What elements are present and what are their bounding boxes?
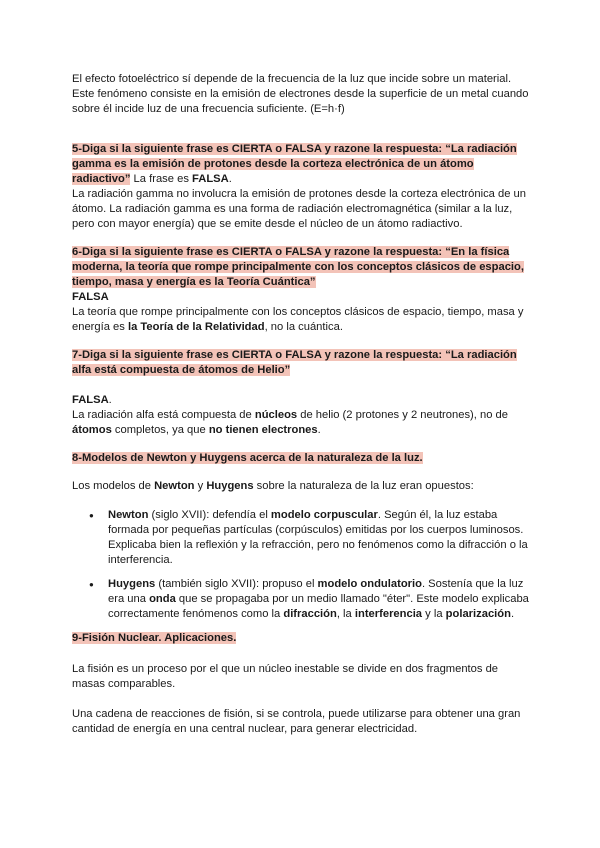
question-5-heading: 5-Diga si la siguiente frase es CIERTA o FALSA y razone la respuesta: “La radiación gamma es la emisión de protones desde la corteza electrónica de un átomo radiactivo” [72,143,517,185]
question-5-explanation: La radiación gamma no involucra la emisión de protones desde la corteza electrónica de un átomo. La radiación gamma es una forma de radiación electromagnética (similar a la luz, pero con mayor energía) que se emite desde el núcleo de un átomo radiactivo. [72,188,526,230]
question-8-heading: 8-Modelos de Newton y Huygens acerca de la naturaleza de la luz. [72,452,423,464]
question-8 [72,451,532,466]
question-9-paragraph-2: Una cadena de reacciones de fisión, si se controla, puede utilizarse para obtener una gran cantidad de energía en una central nuclear, para generar electricidad. [72,708,521,735]
question-6 [72,245,532,335]
question-7-body: FALSA. La radiación alfa está compuesta de núcleos de helio (2 protones y 2 neutrones), no de átomos completos, ya que no tienen electrones. [72,393,532,438]
question-9-body-2 [72,707,532,737]
question-5-answer: FALSA [192,173,229,185]
question-7-heading: 7-Diga si la siguiente frase es CIERTA o FALSA y razone la respuesta: “La radiación alfa está compuesta de átomos de Helio” [72,349,517,376]
question-5 [72,142,532,232]
huygens-item [72,577,532,622]
question-9-paragraph-1: La fisión es un proceso por el que un núcleo inestable se divide en dos fragmentos de masas comparables. [72,663,499,690]
list-item: ● Newton (siglo XVII): defendía el modelo corpuscular. Según él, la luz estaba formada por pequeñas partículas (corpúsculos) emitidas por los cuerpos luminosos. Explicaba bien la reflexión y la refracción, pero no fenómenos como la difracción o la interferencia. [72,508,532,568]
question-6-answer: FALSA [72,291,109,303]
newton-item [72,508,532,568]
question-9 [72,631,532,646]
question-8-intro: Los modelos de Newton y Huygens sobre la naturaleza de la luz eran opuestos: [72,480,474,492]
intro-line-2: Este fenómeno consiste en la emisión de electrones desde la superficie de un metal cuando sobre él incide luz de una frecuencia suficiente. (E=h·f) [72,88,529,115]
question-7 [72,348,532,378]
intro-section [72,72,532,117]
question-9-body [72,662,532,692]
question-5-text: 5-Diga si la siguiente frase es CIERTA o FALSA y razone la respuesta: “La radiación gamma es la emisión de protones desde la corteza electrónica de un átomo radiactivo” La frase es FALSA. [72,143,517,185]
intro-line-1: El efecto fotoeléctrico sí depende de la frecuencia de la luz que incide sobre un material. [72,73,512,85]
question-9-heading: 9-Fisión Nuclear. Aplicaciones. [72,632,237,644]
question-7-answer: FALSA [72,394,109,406]
question-7-explanation: La radiación alfa está compuesta de núcleos de helio (2 protones y 2 neutrones), no de átomos completos, ya que no tienen electrones. [72,409,508,436]
question-6-explanation: La teoría que rompe principalmente con los conceptos clásicos de espacio, tiempo, masa y energía es la Teoría de la Relatividad, no la cuántica. [72,306,524,333]
list-item: ● Huygens (también siglo XVII): propuso el modelo ondulatorio. Sostenía que la luz era una onda que se propagaba por un medio llamado "éter". Este modelo explicaba correctamente fenómenos como la difracción, la interferencia y la polarización. [72,577,532,622]
question-6-heading: 6-Diga si la siguiente frase es CIERTA o FALSA y razone la respuesta: “En la física moderna, la teoría que rompe principalmente con los conceptos clásicos de espacio, tiempo, masa y energía es la Teoría Cuántica” [72,246,524,288]
